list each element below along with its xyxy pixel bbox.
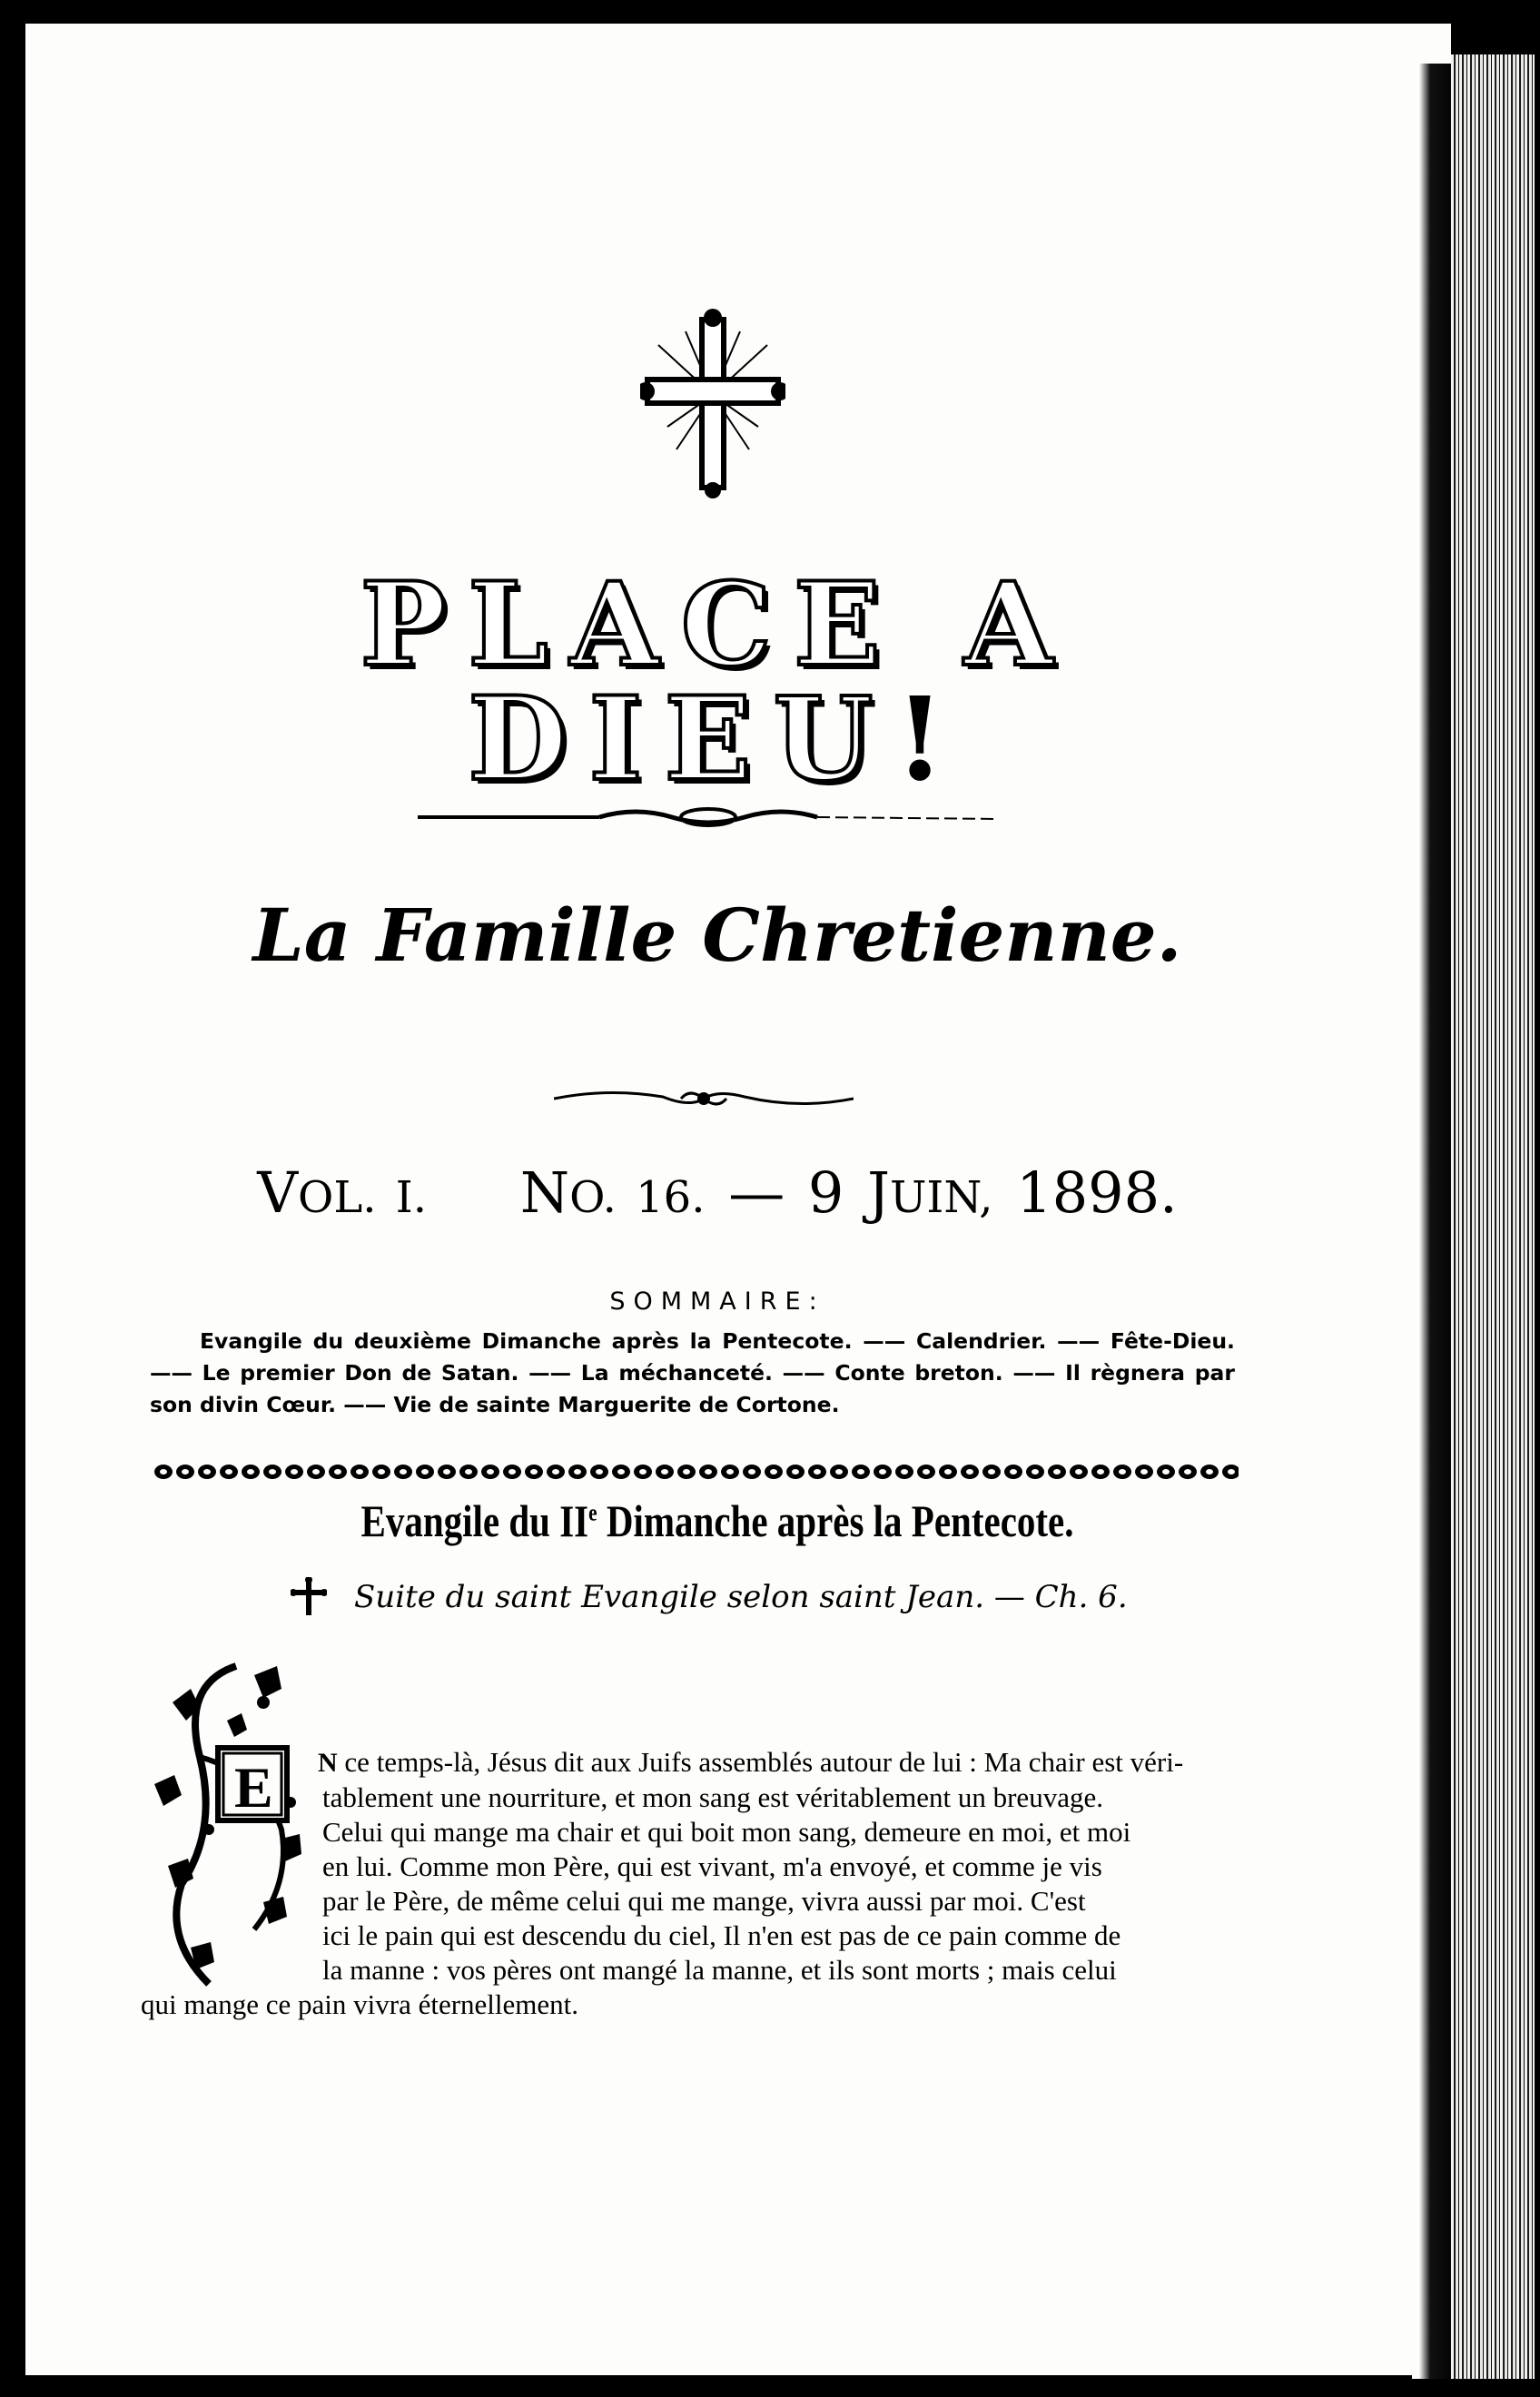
gospel-body bbox=[141, 1745, 1230, 2022]
body-line: en lui. Comme mon Père, qui est vivant, m'a envoyé, et comme je vis bbox=[322, 1850, 1102, 1882]
section-title-part-b: Dimanche après la Pentecote. bbox=[597, 1495, 1074, 1546]
small-cross-icon bbox=[291, 1577, 327, 1617]
month-rest: UIN, bbox=[889, 1172, 993, 1223]
section-title-part-a: Evangile du II bbox=[360, 1495, 589, 1546]
issue-dash: — bbox=[728, 1159, 785, 1226]
masthead-title bbox=[182, 557, 1253, 806]
masthead-exclamation: ! bbox=[894, 672, 967, 806]
month-prefix: J bbox=[867, 1159, 890, 1226]
section-title bbox=[278, 1495, 1157, 1546]
body-line: ici le pain qui est descendu du ciel, Il n'en est pas de ce pain comme de bbox=[322, 1919, 1121, 1951]
ornamental-cross-icon bbox=[640, 309, 785, 499]
body-line bbox=[318, 1745, 1230, 1780]
gospel-reference-text: Suite du saint Evangile selon saint Jean. bbox=[354, 1579, 985, 1615]
issue-line bbox=[182, 1159, 1253, 1226]
sommaire-heading: SOMMAIRE: bbox=[609, 1287, 825, 1316]
chain-border bbox=[153, 1462, 1239, 1482]
ornamental-rule bbox=[418, 799, 999, 835]
body-line: tablement une nourriture, et mon sang est véritablement un breuvage. bbox=[322, 1781, 1103, 1813]
body-line: Celui qui mange ma chair et qui boit mon sang, demeure en moi, et moi bbox=[322, 1816, 1131, 1848]
vol-rest: OL. I. bbox=[298, 1172, 427, 1223]
issue-year: 1898. bbox=[1016, 1159, 1178, 1226]
gospel-reference bbox=[291, 1577, 1199, 1617]
no-prefix: N bbox=[519, 1159, 570, 1226]
ornamental-rule-small bbox=[554, 1080, 854, 1117]
sommaire-text: Evangile du deuxième Dimanche après la Pentecote. —— Calendrier. —— Fête-Dieu. —— Le premier Don de Satan. —— La méchanceté. —— Conte breton. —— Il règnera par son divin Cœur. —— Vie de sainte Marguerite de Cortone. bbox=[150, 1328, 1235, 1417]
subtitle: La Famille Chretienne. bbox=[252, 893, 1182, 978]
drop-cap-letter: E bbox=[234, 1755, 273, 1820]
body-line: par le Père, de même celui qui me mange, vivra aussi par moi. C'est bbox=[322, 1885, 1086, 1917]
vol-prefix: V bbox=[257, 1159, 299, 1226]
no-rest: O. 16. bbox=[569, 1172, 706, 1223]
first-word-rest: N bbox=[318, 1748, 338, 1778]
body-line-text: ce temps-là, Jésus dit aux Juifs assemblés autour de lui : Ma chair est véri- bbox=[344, 1746, 1184, 1778]
gospel-reference-dash: — bbox=[993, 1579, 1025, 1615]
body-line: la manne : vos pères ont mangé la manne, et ils sont morts ; mais celui bbox=[322, 1954, 1117, 1986]
gospel-chapter: Ch. 6. bbox=[1034, 1579, 1128, 1615]
book-page-edges bbox=[1451, 54, 1535, 2379]
masthead-title-text: PLACE A DIEU bbox=[360, 557, 1075, 806]
section-title-sup: e bbox=[588, 1499, 597, 1526]
body-line: qui mange ce pain vivra éternellement. bbox=[141, 1988, 579, 2020]
issue-day: 9 bbox=[807, 1159, 844, 1226]
